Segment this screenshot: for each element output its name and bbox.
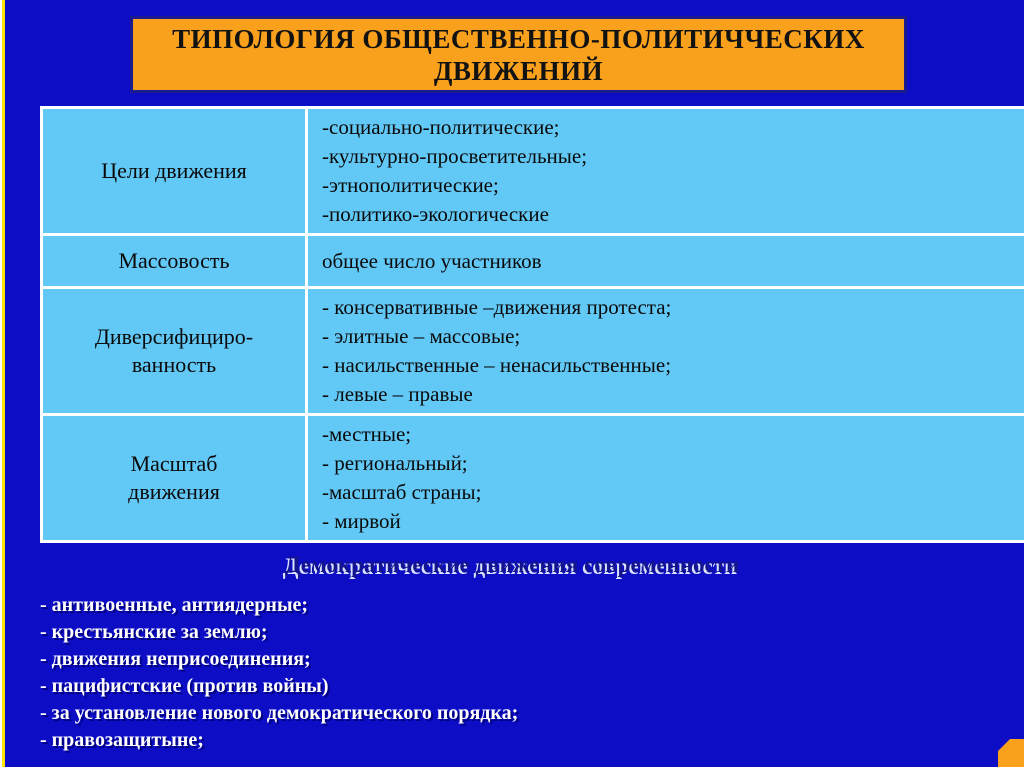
row-value-line: общее число участников [322, 248, 542, 273]
row-value-line: -этнополитические; [322, 173, 499, 197]
slide-title-line1: ТИПОЛОГИЯ ОБЩЕСТВЕННО-ПОЛИТИЧЧЕСКИХ [172, 23, 865, 54]
row-values [308, 236, 1024, 286]
row-value-line: -политико-экологические [322, 202, 549, 226]
row-values [308, 416, 1024, 540]
list-item: - за установление нового демократического порядка; [40, 702, 519, 724]
row-label: Массовость [43, 236, 305, 286]
row-label: Масштаб движения [43, 416, 305, 540]
row-value-line: - левые – правые [322, 382, 473, 406]
row-value-line: - мирвой [322, 509, 401, 533]
row-value-line: - насильственные – ненасильственные; [322, 353, 672, 377]
row-values [308, 109, 1024, 233]
row-value-line: -социально-политические; [322, 115, 560, 139]
row-value-line: -местные; [322, 422, 412, 446]
corner-accent-octagon-icon [998, 739, 1024, 767]
left-edge-stripe-yellow [2, 0, 5, 767]
typology-table [40, 106, 1024, 543]
list-item: - антивоенные, антиядерные; [40, 594, 309, 616]
democratic-movements-list [40, 592, 518, 754]
row-value-line: -культурно-просветительные; [322, 144, 588, 168]
list-item: - пацифистские (против войны) [40, 675, 329, 697]
section-heading: Демократические движения современности [284, 552, 740, 577]
row-label: Диверсифициро- ванность [43, 289, 305, 413]
row-value-line: - консервативные –движения протеста; [322, 295, 672, 319]
row-value-line: - элитные – массовые; [322, 324, 521, 348]
slide-title-banner [130, 16, 907, 93]
table-row [43, 289, 1024, 413]
list-item: - движения неприсоединения; [40, 648, 311, 670]
list-item: - крестьянские за землю; [40, 621, 268, 643]
list-item: - правозащитыне; [40, 729, 204, 751]
table-row [43, 109, 1024, 233]
table-row [43, 236, 1024, 286]
row-value-line: -масштаб страны; [322, 480, 482, 504]
row-values [308, 289, 1024, 413]
table-row [43, 416, 1024, 540]
row-label: Цели движения [43, 109, 305, 233]
row-value-line: - региональный; [322, 451, 468, 475]
slide-title-line2: ДВИЖЕНИЙ [433, 55, 604, 86]
